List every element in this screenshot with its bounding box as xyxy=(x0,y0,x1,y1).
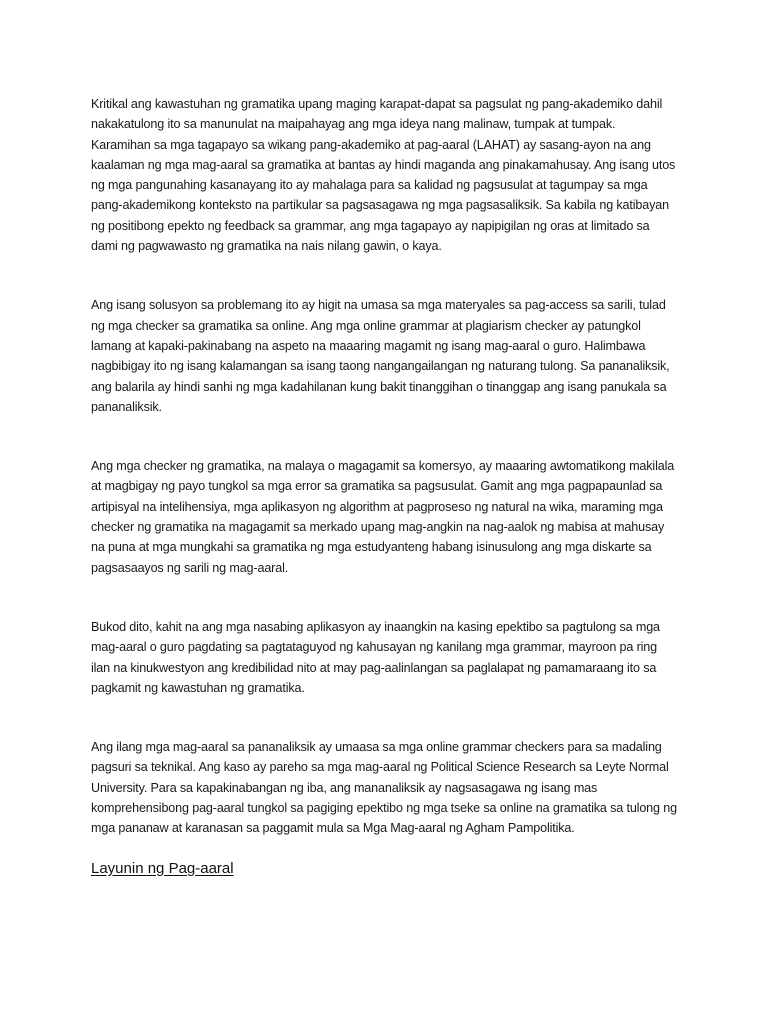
section-heading: Layunin ng Pag-aaral xyxy=(91,859,234,877)
document-body xyxy=(91,94,677,879)
paragraph-1: Kritikal ang kawastuhan ng gramatika upang maging karapat-dapat sa pagsulat ng pang-akademiko dahil nakakatulong ito sa manunulat na maipahayag ang mga ideya nang malinaw, tumpak at tumpak. Karamihan sa mga tagapayo sa wikang pang-akademiko at pag-aaral (LAHAT) ay sasang-ayon na ang kaalaman ng mga mag-aaral sa gramatika at bantas ay hindi maganda ang pinakamahusay. Ang isang utos ng mga pangunahing kasanayang ito ay mahalaga para sa kalidad ng pagsusulat at tagumpay sa mga pang-akademikong konteksto na partikular sa pagsasagawa ng mga pagsasaliksik. Sa kabila ng katibayan ng positibong epekto ng feedback sa grammar, ang mga tagapayo ay napipigilan ng oras at limitado sa dami ng pagwawasto ng gramatika na nais nilang gawin, o kaya. xyxy=(91,97,676,254)
paragraph-5: Ang ilang mga mag-aaral sa pananaliksik ay umaasa sa mga online grammar checkers para sa madaling pagsuri sa teknikal. Ang kaso ay pareho sa mga mag-aaral ng Political Science Research sa Leyte Normal University. Para sa kapakinabangan ng iba, ang mananaliksik ay nagsasagawa ng isang mas komprehensibong pag-aaral tungkol sa pagiging epektibo ng mga tseke sa online na gramatika sa tulong ng mga pananaw at karanasan sa paggamit mula sa Mga Mag-aaral ng Agham Pampolitika. xyxy=(91,740,677,836)
paragraph-3: Ang mga checker ng gramatika, na malaya o magagamit sa komersyo, ay maaaring awtomatikong makilala at magbigay ng payo tungkol sa mga error sa gramatika sa pagsusulat. Gamit ang mga pagpapaunlad sa artipisyal na intelihensiya, mga aplikasyon ng algorithm at pagproseso ng natural na wika, maraming mga checker ng gramatika na magagamit sa merkado upang mag-angkin na nag-aalok ng mabisa at mahusay na puna at mga mungkahi sa gramatika ng mga estudyanteng habang isinusulong ang mga diskarte sa pagsasaayos ng sarili ng mag-aaral. xyxy=(91,459,675,575)
paragraph-4: Bukod dito, kahit na ang mga nasabing aplikasyon ay inaangkin na kasing epektibo sa pagtulong sa mga mag-aaral o guro pagdating sa pagtataguyod ng kahusayan ng kanilang mga grammar, mayroon pa ring ilan na kinukwestyon ang kredibilidad nito at may pag-aalinlangan sa paglalapat ng pamamaraang ito sa pagkamit ng kawastuhan ng gramatika. xyxy=(91,619,660,695)
paragraph-2: Ang isang solusyon sa problemang ito ay higit na umasa sa mga materyales sa pag-access sa sarili, tulad ng mga checker sa gramatika sa online. Ang mga online grammar at plagiarism checker ay patungkol lamang at kapaki-pakinabang na aspeto na maaaring magamit ng isang mag-aaral o guro. Halimbawa nagbibigay ito ng isang kalamangan sa isang taong nangangailangan ng naturang tulong. Sa pananaliksik, ang balarila ay hindi sanhi ng mga kadahilanan kung bakit tinanggihan o tinanggap ang isang panukala sa pananaliksik. xyxy=(91,298,670,414)
